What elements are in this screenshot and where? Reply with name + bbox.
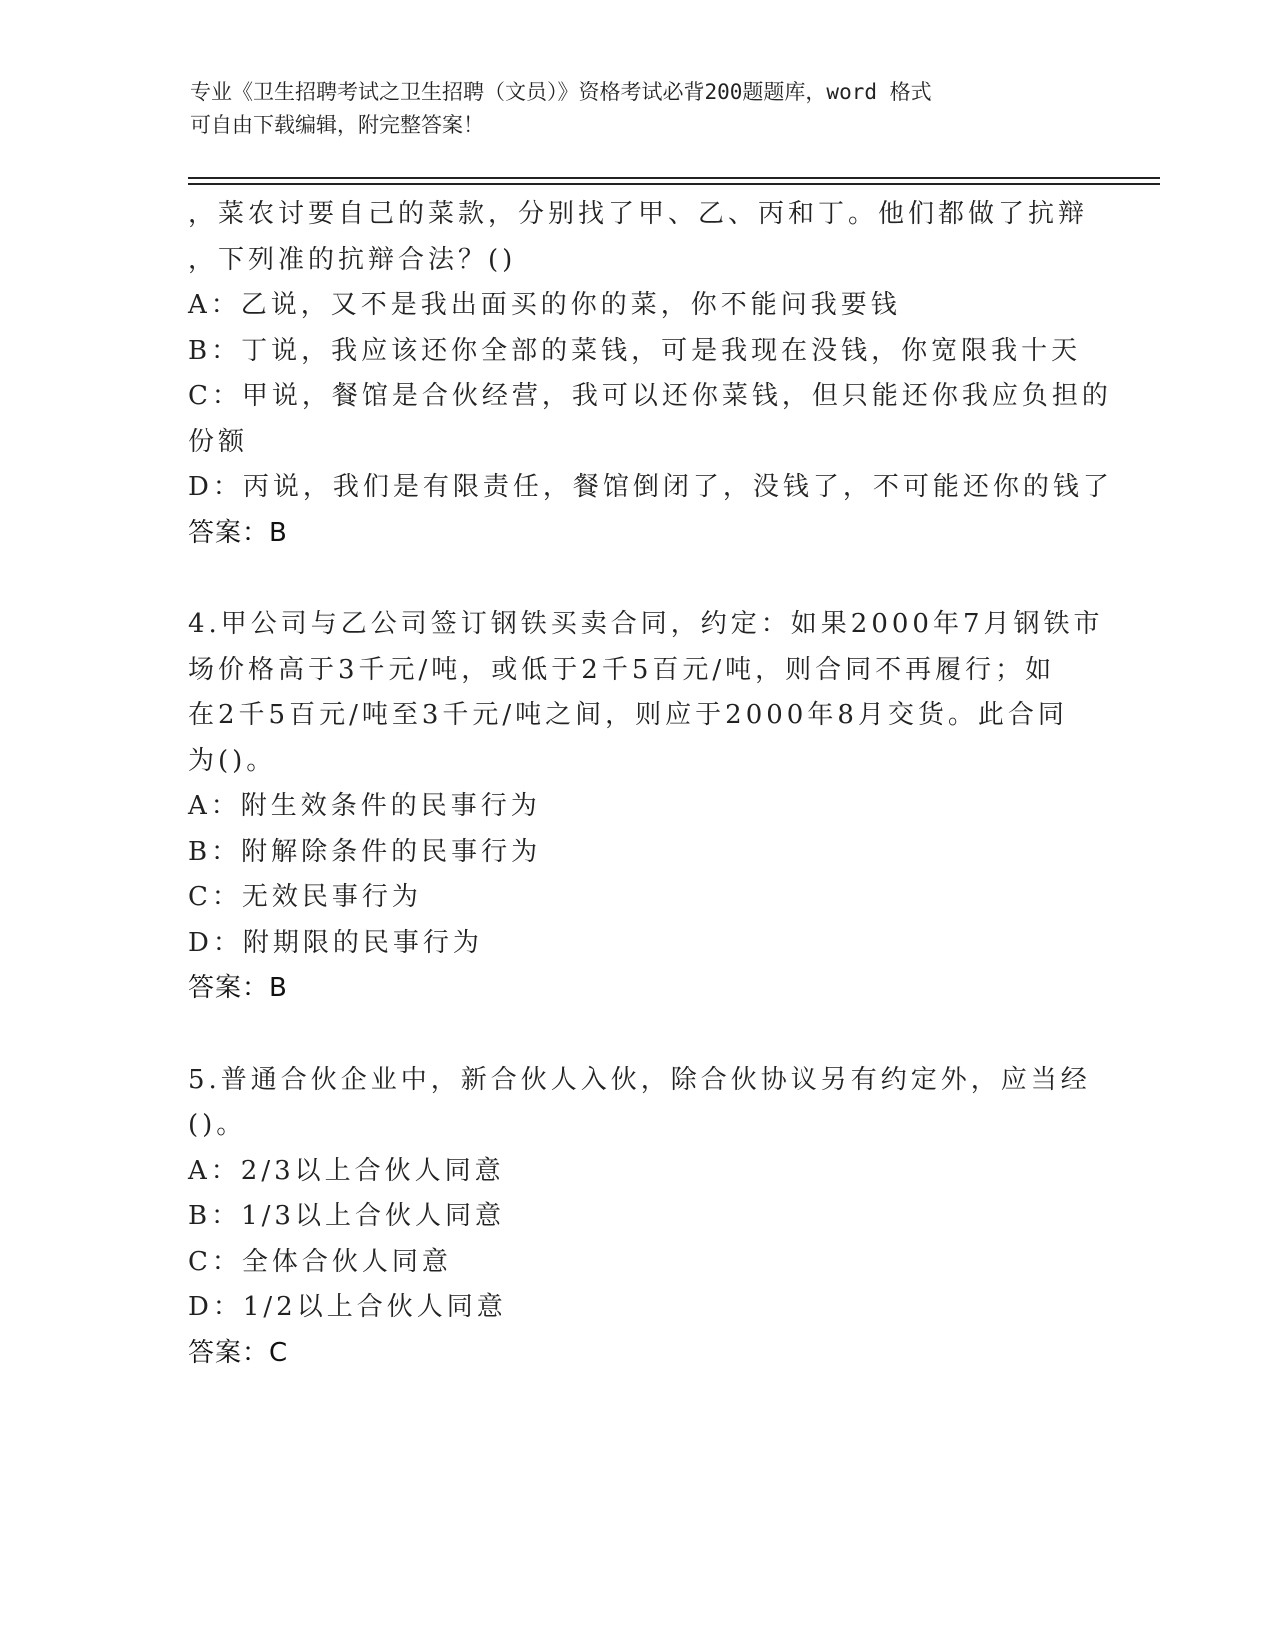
option-a: A：2/3以上合伙人同意 bbox=[188, 1155, 505, 1186]
header-divider-bottom bbox=[188, 183, 1160, 185]
option-d: D：附期限的民事行为 bbox=[188, 927, 483, 958]
option-d: D：丙说，我们是有限责任，餐馆倒闭了，没钱了，不可能还你的钱了 bbox=[188, 472, 1113, 502]
question-text-line: 为()。 bbox=[188, 745, 277, 776]
option-c-continued: 份额 bbox=[188, 426, 249, 457]
question-text-line: 在2千5百元/吨至3千元/吨之间，则应于2000年8月交货。此合同 bbox=[188, 700, 1068, 730]
option-d: D：1/2以上合伙人同意 bbox=[188, 1292, 507, 1322]
question-text-line: 场价格高于3千元/吨，或低于2千5百元/吨，则合同不再履行；如 bbox=[188, 654, 1056, 685]
document-body bbox=[188, 192, 1113, 1376]
question-spacer bbox=[188, 556, 1088, 602]
question-text-line: ()。 bbox=[188, 1110, 247, 1140]
question-3 bbox=[188, 192, 1113, 556]
question-text-line: 5.普通合伙企业中，新合伙人入伙，除合伙协议另有约定外，应当经 bbox=[188, 1064, 1091, 1095]
answer-label: 答案：B bbox=[188, 973, 288, 1003]
question-spacer bbox=[188, 1012, 1088, 1058]
answer-label: 答案：B bbox=[188, 517, 288, 548]
document-header bbox=[190, 76, 1090, 142]
header-divider-top bbox=[188, 177, 1160, 179]
question-text-line: 4.甲公司与乙公司签订钢铁买卖合同，约定：如果2000年7月钢铁市 bbox=[188, 609, 1104, 639]
question-5 bbox=[188, 1058, 1091, 1377]
header-title-line-1: 专业《卫生招聘考试之卫生招聘（文员）》资格考试必背200题题库，word 格式 bbox=[190, 80, 932, 104]
answer-label: 答案：C bbox=[188, 1337, 289, 1368]
question-text-line: ，下列准的抗辩合法？() bbox=[188, 244, 517, 275]
option-b: B：附解除条件的民事行为 bbox=[188, 836, 542, 867]
option-a: A：附生效条件的民事行为 bbox=[188, 791, 541, 821]
header-title-line-2: 可自由下载编辑，附完整答案！ bbox=[190, 113, 484, 137]
option-b: B：丁说，我应该还你全部的菜钱，可是我现在没钱，你宽限我十天 bbox=[188, 335, 1082, 366]
option-c: C：全体合伙人同意 bbox=[188, 1246, 452, 1277]
option-a: A：乙说，又不是我出面买的你的菜，你不能问我要钱 bbox=[188, 290, 901, 320]
question-text-line: ，菜农讨要自己的菜款，分别找了甲、乙、丙和丁。他们都做了抗辩 bbox=[188, 199, 1089, 229]
option-b: B：1/3以上合伙人同意 bbox=[188, 1201, 505, 1231]
option-c: C：无效民事行为 bbox=[188, 882, 422, 912]
option-c: C：甲说，餐馆是合伙经营，我可以还你菜钱，但只能还你我应负担的 bbox=[188, 381, 1112, 411]
question-4 bbox=[188, 602, 1104, 1012]
